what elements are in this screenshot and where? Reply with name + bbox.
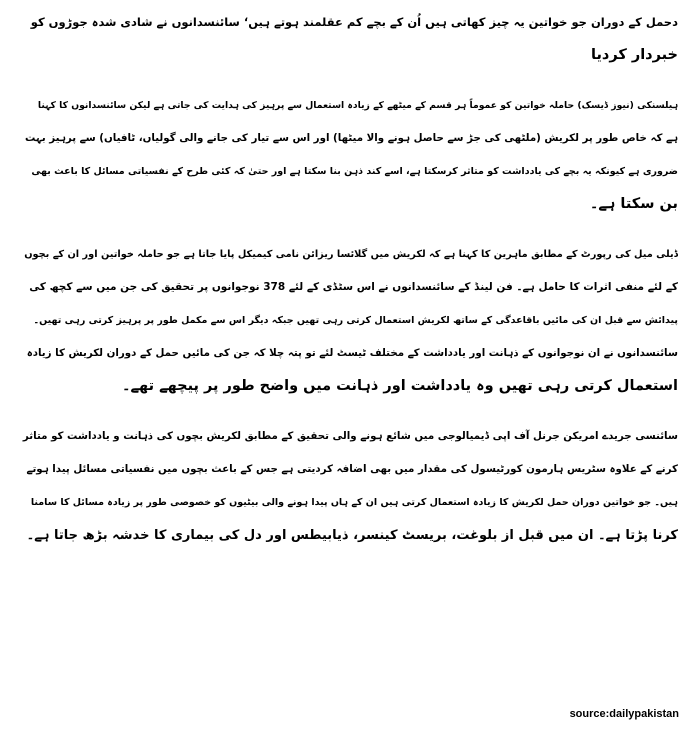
paragraph-line: ڈیلی میل کی رپورٹ کے مطابق ماہرین کا کہنا ہے کہ لکریش میں گلائسا ریزائن نامی کیمیکل پایا جاتا ہے جو حاملہ خواتین اور ان کے بچوں: [24, 249, 678, 260]
paragraph-line: کرنے کے علاوہ سٹریس ہارمون کورٹیسول کی مقدار میں بھی اضافہ کردیتی ہے جس کے باعث بچوں میں نفسیاتی مسائل پیدا ہوتے: [26, 463, 678, 475]
source-credit: source:dailypakistan: [569, 708, 679, 720]
paragraph-line: پیدائش سے قبل ان کی مائیں باقاعدگی کے ساتھ لکریش استعمال کرتی رہی تھیں جبکہ دیگر اس سے مکمل طور پر پرہیز کرتی رہی تھیں۔: [33, 315, 678, 326]
paragraph-line: استعمال کرتی رہی تھیں وہ یادداشت اور ذہانت میں واضح طور پر پیچھے تھے۔: [122, 378, 678, 394]
headline-line: دحمل کے دوران جو خواتین یہ چیز کھاتی ہیں اُن کے بچے کم عقلمند ہوتے ہیں‘ سائنسدانوں نے شادی شدہ جوڑوں کو: [30, 15, 678, 29]
paragraph-line: ضروری ہے کیونکہ یہ بچے کی یادداشت کو متاثر کرسکتا ہے، اسے کند ذہن بنا سکتا ہے اور حتیٰ کہ کئی طرح کے نفسیاتی مسائل کا باعث بھی: [31, 166, 678, 177]
paragraph-line: کے لئے منفی اثرات کا حامل ہے۔ فن لینڈ کے سائنسدانوں نے اس سٹڈی کے لئے 378 نوجوانوں پر تحقیق کی جن میں سے کچھ کی: [29, 281, 678, 293]
paragraph-line: ہے کہ خاص طور پر لکریش (ملٹھی کی جڑ سے حاصل ہونے والا میٹھا) اور اس سے تیار کی جانے والی گولیاں، ٹافیاں) سے پرہیز بہت: [25, 132, 678, 144]
article: [22, 6, 678, 552]
paragraph-3: [22, 420, 678, 552]
paragraph-line: ہیں۔ جو خواتین دوران حمل لکریش کا زیادہ استعمال کرتی ہیں ان کے ہاں پیدا ہونے والی بیٹیوں کو خصوصی طور پر زیادہ مسائل کا سامنا: [30, 497, 678, 508]
paragraph-line: بن سکتا ہے۔: [589, 196, 678, 212]
paragraph-2: [22, 238, 678, 403]
paragraph-line: کرنا پڑتا ہے۔ ان میں قبل از بلوغت، بریسٹ کینسر، ذیابیطس اور دل کی بیماری کا خدشہ بڑھ جاتا ہے۔: [26, 528, 678, 543]
headline-line: خبردار کردیا: [591, 47, 678, 63]
paragraph-1: [22, 89, 678, 221]
headline: [22, 6, 678, 72]
paragraph-line: ہیلسنکی (نیوز ڈیسک) حاملہ خواتین کو عموماً ہر قسم کے میٹھے کے زیادہ استعمال سے پرہیز کی ہدایت کی جاتی ہے لیکن سائنسدانوں کا کہنا: [37, 100, 678, 111]
paragraph-line: سائنسدانوں نے ان نوجوانوں کے ذہانت اور یادداشت کے مختلف ٹیسٹ لئے تو پتہ چلا کہ جن کی مائیں حمل کے دوران لکریش کا زیادہ: [26, 347, 678, 359]
paragraph-line: سائنسی جریدے امریکن جرنل آف اپی ڈیمیالوجی میں شائع ہونے والی تحقیق کے مطابق لکریش بچوں کی ذہانت و یادداشت کو متاثر: [22, 430, 678, 442]
